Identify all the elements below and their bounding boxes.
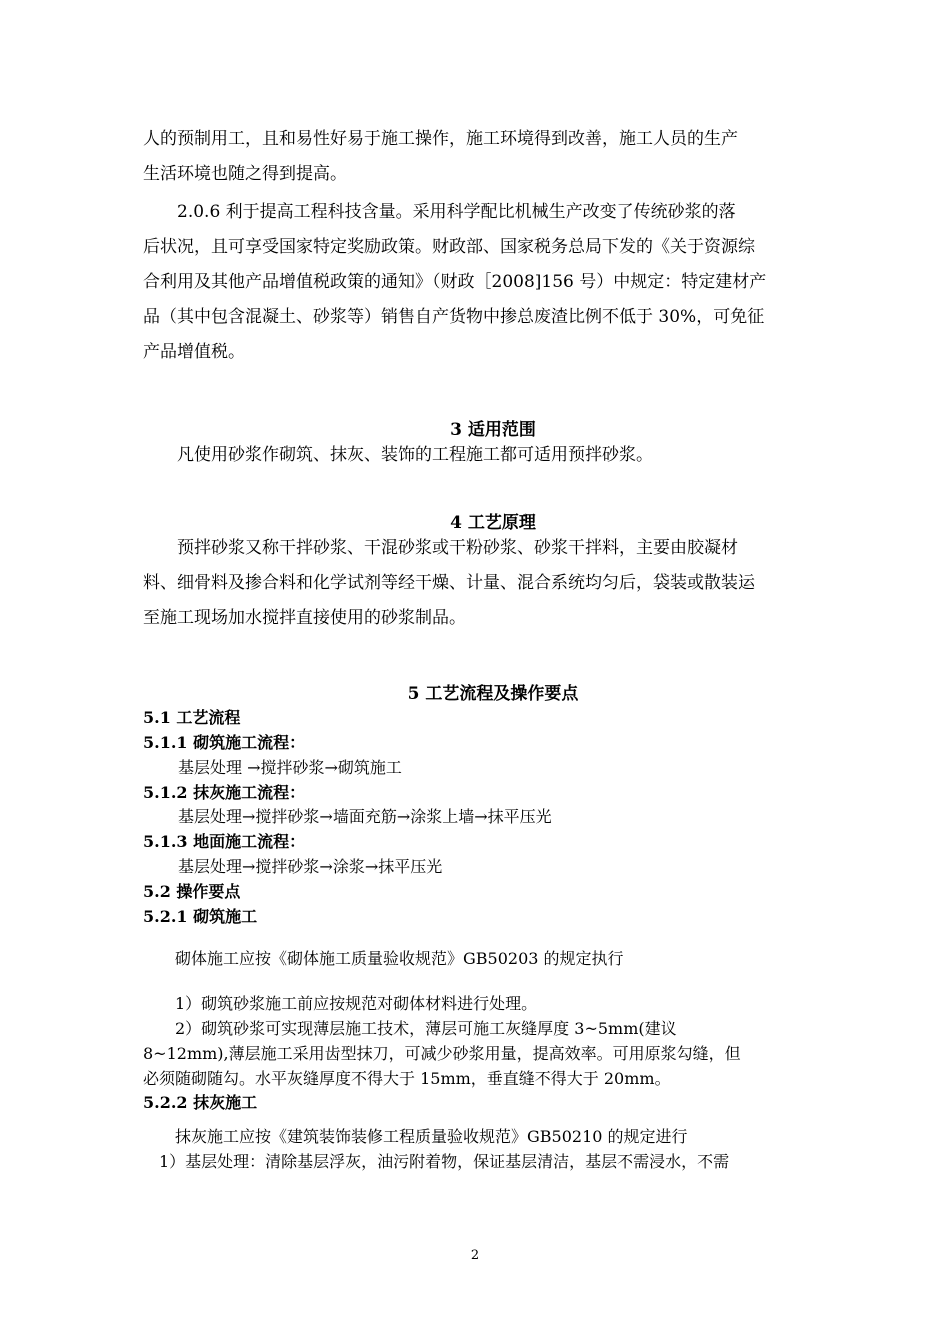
text-line: 生活环境也随之得到提高。 <box>143 164 347 184</box>
list-item-2 <box>143 1016 808 1091</box>
subsection-5-1-2: 5.1.2 抹灰施工流程： <box>143 783 306 802</box>
paragraph-construction-environment <box>143 122 808 192</box>
paragraph-scope <box>143 438 808 473</box>
paragraph-principle <box>143 531 808 636</box>
paragraph-technology-content <box>143 195 808 370</box>
text-line: 2.0.6 利于提高工程科技含量。采用科学配比机械生产改变了传统砂浆的落 <box>143 202 736 222</box>
section-title-5-1: 5.1 工艺流程 <box>143 708 241 727</box>
list-item-1 <box>143 991 808 1016</box>
text-line: 人的预制用工，且和易性好易于施工操作，施工环境得到改善，施工人员的生产 <box>143 129 738 149</box>
subsection-5-2-1: 5.2.1 砌筑施工 <box>143 907 258 926</box>
text-line: 2）砌筑砂浆可实现薄层施工技术，薄层可施工灰缝厚度 3~5mm(建议 <box>143 1019 677 1038</box>
text-line: 料、细骨料及掺合料和化学试剂等经干燥、计量、混合系统均匀后，袋装或散装运 <box>143 573 755 593</box>
text-line: 产品增值税。 <box>143 342 245 362</box>
flow-plastering: 基层处理→搅拌砂浆→墙面充筋→涂浆上墙→抹平压光 <box>178 807 552 826</box>
subsection-5-1-3: 5.1.3 地面施工流程： <box>143 832 306 851</box>
text-line: 合利用及其他产品增值税政策的通知》（财政［2008]156 号）中规定：特定建材产 <box>143 272 767 292</box>
heading-process: 5 工艺流程及操作要点 <box>407 684 579 704</box>
text-line: 凡使用砂浆作砌筑、抹灰、装饰的工程施工都可适用预拌砂浆。 <box>143 445 653 465</box>
list-item-3 <box>143 1149 808 1174</box>
text-line: 砌体施工应按《砌体施工质量验收规范》GB50203 的规定执行 <box>143 949 624 968</box>
flow-floor: 基层处理→搅拌砂浆→涂浆→抹平压光 <box>178 857 443 876</box>
text-line: 抹灰施工应按《建筑装饰装修工程质量验收规范》GB50210 的规定进行 <box>143 1127 688 1146</box>
section-title-5-2: 5.2 操作要点 <box>143 882 241 901</box>
paragraph-masonry-standard <box>143 946 808 971</box>
heading-principle: 4 工艺原理 <box>450 513 536 533</box>
text-line: 后状况，且可享受国家特定奖励政策。财政部、国家税务总局下发的《关于资源综 <box>143 237 755 257</box>
paragraph-plastering-standard <box>143 1124 808 1149</box>
text-line: 至施工现场加水搅拌直接使用的砂浆制品。 <box>143 608 466 628</box>
flow-masonry: 基层处理 →搅拌砂浆→砌筑施工 <box>178 758 402 777</box>
text-line: 预拌砂浆又称干拌砂浆、干混砂浆或干粉砂浆、砂浆干拌料，主要由胶凝材 <box>143 538 738 558</box>
text-line: 必须随砌随勾。水平灰缝厚度不得大于 15mm，垂直缝不得大于 20mm。 <box>143 1069 671 1088</box>
text-line: 1）砌筑砂浆施工前应按规范对砌体材料进行处理。 <box>143 994 538 1013</box>
heading-scope: 3 适用范围 <box>450 420 536 440</box>
text-line: 品（其中包含混凝土、砂浆等）销售自产货物中掺总废渣比例不低于 30%，可免征 <box>143 307 765 327</box>
text-line: 1）基层处理：清除基层浮灰，油污附着物，保证基层清洁，基层不需浸水，不需 <box>143 1152 730 1171</box>
subsection-5-2-2: 5.2.2 抹灰施工 <box>143 1093 258 1112</box>
text-line: 8~12mm),薄层施工采用齿型抹刀，可减少砂浆用量，提高效率。可用原浆勾缝，但 <box>143 1044 741 1063</box>
subsection-5-1-1: 5.1.1 砌筑施工流程： <box>143 733 306 752</box>
page-number: 2 <box>470 1248 480 1263</box>
